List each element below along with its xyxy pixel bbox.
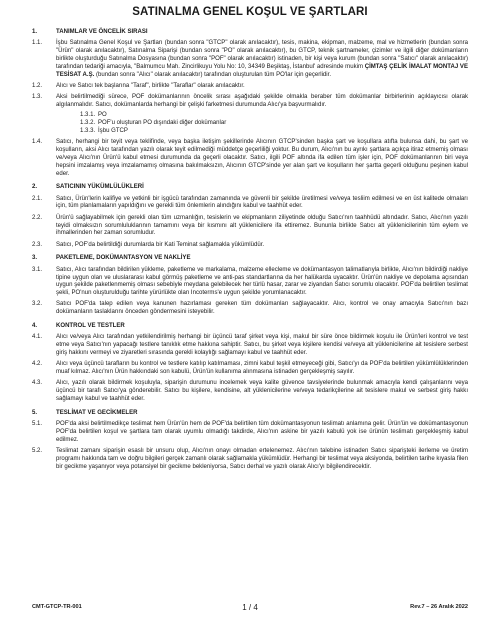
list-item-number: 1.3.3. xyxy=(80,127,96,134)
clause xyxy=(32,94,468,110)
section-number: 1. xyxy=(32,29,38,35)
clause-number: 3.1. xyxy=(32,266,43,273)
clause xyxy=(32,361,468,377)
section-title: PAKETLEME, DOKÜMANTASYON VE NAKLİYE xyxy=(56,255,191,262)
section-title: TESLİMAT VE GECİKMELER xyxy=(56,409,138,416)
document-body xyxy=(32,26,468,472)
clause-number: 4.3. xyxy=(32,380,43,387)
clause-text: Alıcı ve Satıcı tek başlarına "Taraf", birlikte "Taraflar" olarak anılacaktır. xyxy=(56,82,245,89)
clause-text: POF'da aksi belirtilmedikçe teslimat hem Ürün'ün hem de POF'da belirtilen tüm dokümantasyonun teslimatı anlamına gelir. Ürün'ün ve dokümantasyonun POF'da belirtilen koşul ve şartlara tam olarak uyumlu olmadığı takdirde, Alıcı'nın askine bir yazılı kabulü yok ise ürünün teslimatı gerçekleşmiş kabul edilmez. xyxy=(56,421,468,443)
clause xyxy=(32,380,468,404)
list-item xyxy=(80,112,468,120)
list-item-number: 1.3.2. xyxy=(80,120,96,127)
section-heading xyxy=(32,184,468,192)
clause xyxy=(32,421,468,445)
clause-number: 1.1. xyxy=(32,40,43,47)
clause-text-part: İşbu Satınalma Genel Koşul ve Şartları (bundan sonra "GTCP" olarak anılacaktır), tesis, makina, ekipman, malzeme, mal ve hizmetlerin (bundan sonra "Ürün" olarak anılacaktır), Satınalma Siparişi (bundan sonra "PO" olarak anılacaktır), bu GTCP, teknik şartnameler, çizimler ve ilgili diğer dokümanların birlikte oluşturduğu Satınalma Dosyasına (bundan sonra "POF" olarak anılacaktır) istinaden, bir kişi veya kurum (bundan sonra "Satıcı" olarak anılacaktır) tarafından tedariği amacıyla, "Balmumcu Mah. Zincirlikuyu Yolu No: 10, 34349 Beşiktaş, İstanbul' adresinde mukim xyxy=(56,40,468,70)
clause xyxy=(32,334,468,358)
revision-info: Rev.7 – 26 Aralık 2022 xyxy=(410,604,468,610)
clause xyxy=(32,267,468,298)
page-title: SATINALMA GENEL KOŞUL VE ŞARTLARI xyxy=(132,6,368,18)
section-heading xyxy=(32,323,468,331)
clause-text: Satıcı POF'da talep edilen veya kanunen hazırlaması gereken tüm dokümanları sağlayacaktır. Alıcı, kontrol ve onay amacıyla Satıcı'nın bazı dokümanların taslaklarını önceden göndermesini isteyebilir. xyxy=(56,301,468,316)
list-item-text: POF'u oluşturan PO dışındaki diğer dokümanlar xyxy=(98,120,227,127)
section-number: 5. xyxy=(32,409,38,416)
section-title: SATICININ YÜKÜMLÜLÜKLERİ xyxy=(56,184,144,191)
clause-number: 5.1. xyxy=(32,421,43,428)
priority-list xyxy=(80,112,468,136)
clause-number: 3.2. xyxy=(32,301,43,308)
section-heading xyxy=(32,29,468,37)
section-number: 3. xyxy=(32,255,38,262)
clause xyxy=(32,83,468,91)
clause-text: Aksi belirtilmediği sürece, POF dokümanlarının öncelik sırası aşağıdaki şekilde olmakla beraber tüm dokümanlar birbirlerinin açıklayıcısı olarak algılanmalıdır. Satıcı, dokümanlarda herhangi bir çelişki farketmesi durumunda Alıcı'ya başvurmalıdır. xyxy=(56,94,468,108)
clause-number: 4.1. xyxy=(32,334,43,341)
clause-number: 2.3. xyxy=(32,241,43,248)
clause-text: Alıcı veya üçüncü tarafların bu kontrol ve testlere katılıp katılmaması, zimni kabul teşkil etmeyeceği gibi, Satıcı'yı da POF'da belirtilen yükümlülüklerinden muaf kılmaz. Alıcı'nın Ürün hakkındaki son kabulü, Ürün'ün kullanıma alınmasına istinaden gerçekleşmiş sayılır. xyxy=(56,361,468,376)
clause-text: Satıcı, POF'da belirtildiği durumlarda bir Kati Teminat sağlamakla yükümlüdür. xyxy=(56,241,265,248)
list-item xyxy=(80,128,468,136)
section-number: 4. xyxy=(32,323,38,330)
clause-text: Teslimat zamanı siparişin esaslı bir unsuru olup, Alıcı'nın onayı olmadan ertelenemez. Alıcı'nın talebine istinaden Satıcı siparişteki ilerleme ve üretim programı hakkında tam ve doğru bilgileri gerçek zamanlı olarak sağlamakla yükümlüdür. Herhangi bir teslimat veya aksiyonda, belirtilen tarihe kıyasla filen bir gecikme yaşanıyor veya potansiyel bir gecikme bekleniyorsa, Satıcı derhal ve yazılı olarak Alıcı'yı bilgilendirecektir. xyxy=(56,448,468,470)
section-title: KONTROL VE TESTLER xyxy=(56,323,125,330)
clause-number: 2.1. xyxy=(32,195,43,202)
clause xyxy=(32,242,468,250)
clause xyxy=(32,196,468,212)
clause-text: Satıcı, Alıcı tarafından bildirilen yükleme, paketleme ve markalama, malzeme ellecleme ve dokümantasyon talimatlarıyla birlikte, Alıcı'nın bildirdiği nakliye tipine uygun olan ve uluslararası kabul görmüş paketleme ve anti-pas standartlarına da her halükarda uyacaktır. Ürün'ün nakliye ve depolama açısından uygun şekilde paketlenmemiş olması sebebiyle meydana gelebilecek her türlü hasar, zarar ve ziyandan Satıcı sorumlu olacaktır. POF'da belirtilen teslimat şekli, PO'nun oluşturulduğu tarihte yürürlükte olan Incoterms'e uygun şekilde yorumlanacaktır. xyxy=(56,266,468,297)
page-number: 1 / 4 xyxy=(242,603,258,612)
clause-text xyxy=(56,40,468,79)
clause-number: 1.3. xyxy=(32,94,43,101)
clause-text-part: (bundan sonra "Alıcı" olarak anılacaktır) tarafından oluşturulan tüm PO'lar için geçerlidir. xyxy=(94,71,332,78)
clause-number: 2.2. xyxy=(32,214,43,221)
document-code: CMT-GTCP-TR-001 xyxy=(32,604,82,610)
clause xyxy=(32,448,468,472)
list-item-number: 1.3.1. xyxy=(80,112,96,119)
clause-number: 1.2. xyxy=(32,82,43,89)
page-footer xyxy=(32,604,468,614)
clause-text: Alıcı, yazılı olarak bildirmek koşuluyla, siparişin durumunu incelemek veya kalite güvence tavsiyelerinde bulunmak amacıyla kendi çalışanlarını veya üçüncü bir tarafı Satıcı'ya gönderebilir. Satıcı bu kişilere, kendisine, alt yüklenicilerine ve/veya tedarikçilerine ait tesislere makul ve serbest giriş hakkı sağlamayı kabul ve taahhüt eder. xyxy=(56,380,468,403)
section-heading xyxy=(32,410,468,418)
list-item-text: PO xyxy=(98,112,107,119)
company-name: ÇİMTAŞ ÇELİK İMALAT MONTAJ VE TESİSAT A.Ş. xyxy=(56,63,468,78)
clause xyxy=(32,139,468,178)
clause xyxy=(32,301,468,317)
section-number: 2. xyxy=(32,184,38,191)
list-item xyxy=(80,120,468,128)
clause xyxy=(32,40,468,79)
clause-text: Satıcı, Ürün'lerin kalifiye ve yetkinli bir işgücü tarafından zamanında ve güvenli bir şekilde üretilmesi ve/veya tesliim edilmesi ve en üst kalitede olmaları için, tüm planlamaların yapıldığını ve gerekli tüm önlemlerin alındığını kabul ve taahhüt eder. xyxy=(56,195,468,210)
clause xyxy=(32,215,468,239)
clause-number: 4.2. xyxy=(32,361,43,368)
section-heading xyxy=(32,255,468,263)
clause-number: 1.4. xyxy=(32,139,43,146)
list-item-text: İşbu GTCP xyxy=(98,127,128,134)
clause-text: Alıcı ve/veya Alıcı tarafından yetkilendirilmiş herhangi bir üçüncü taraf şirket veya kişi, makul bir süre önce bildirmek koşulu ile Ürün'leri kontrol ve test etme veya Satıcı'nın yapacağı testlere tanıklık etme hakkına sahiptir. Satıcı, bu şirket veya kişilere kendisi ve/veya alt yüklenicilerine ait tesislere serbest giriş hakkını vermeyi ve ziyaretleri sırasında gerekli kolaylığı sağlamayı kabul ve taahhüt eder. xyxy=(56,334,468,357)
clause-text: Ürün'ü sağlayabilmek için gerekli olan tüm uzmanlığın, tesislerin ve ekipmanların ziliyetinde olduğu Satıcı'nın taahhüdü altındadır. Satıcı, Alıcı'nın yazılı teyidi olmaksızın sorumluluklarının tamamını veya bir kısmını alt yüklenicilere ifa ettiremez. Bununla birlikte Satıcı alt yüklenicilerinin tüm eylem ve ihmallerinden her zaman sorumludur. xyxy=(56,214,468,237)
clause-number: 5.2. xyxy=(32,448,43,455)
section-title: TANIMLAR VE ÖNCELİK SIRASI xyxy=(56,29,148,35)
clause-text: Satıcı, herhangi bir teyit veya teklifinde, veya başka iletişim şekillerinde Alıcının GTCP'sinden başka şart ve koşullara atıfta bulunsa dahi, bu şart ve koşulların, aksi Alıcı tarafından yazılı olarak teyit edilmediği müddetçe geçerliliği yoktur. Bu durum, Alıcı'nın bu ayrıkı şartlara açıkça itiraz etmemiş olması ve/veya Alıcı'nın Ürün'ü kabul etmesi durumunda da geçerli olacaktır. Satıcı, ilgili POF altında ifa edilen tüm işler için, POF dokümanlarının biri veya hepsini imzalamış veya imzalamamış olmasına bakılmaksızın, Alıcının GTCP'sinde yer alan şart ve koşulların her şartta geçerli olduğunu peşinen kabul eder. xyxy=(56,139,468,177)
